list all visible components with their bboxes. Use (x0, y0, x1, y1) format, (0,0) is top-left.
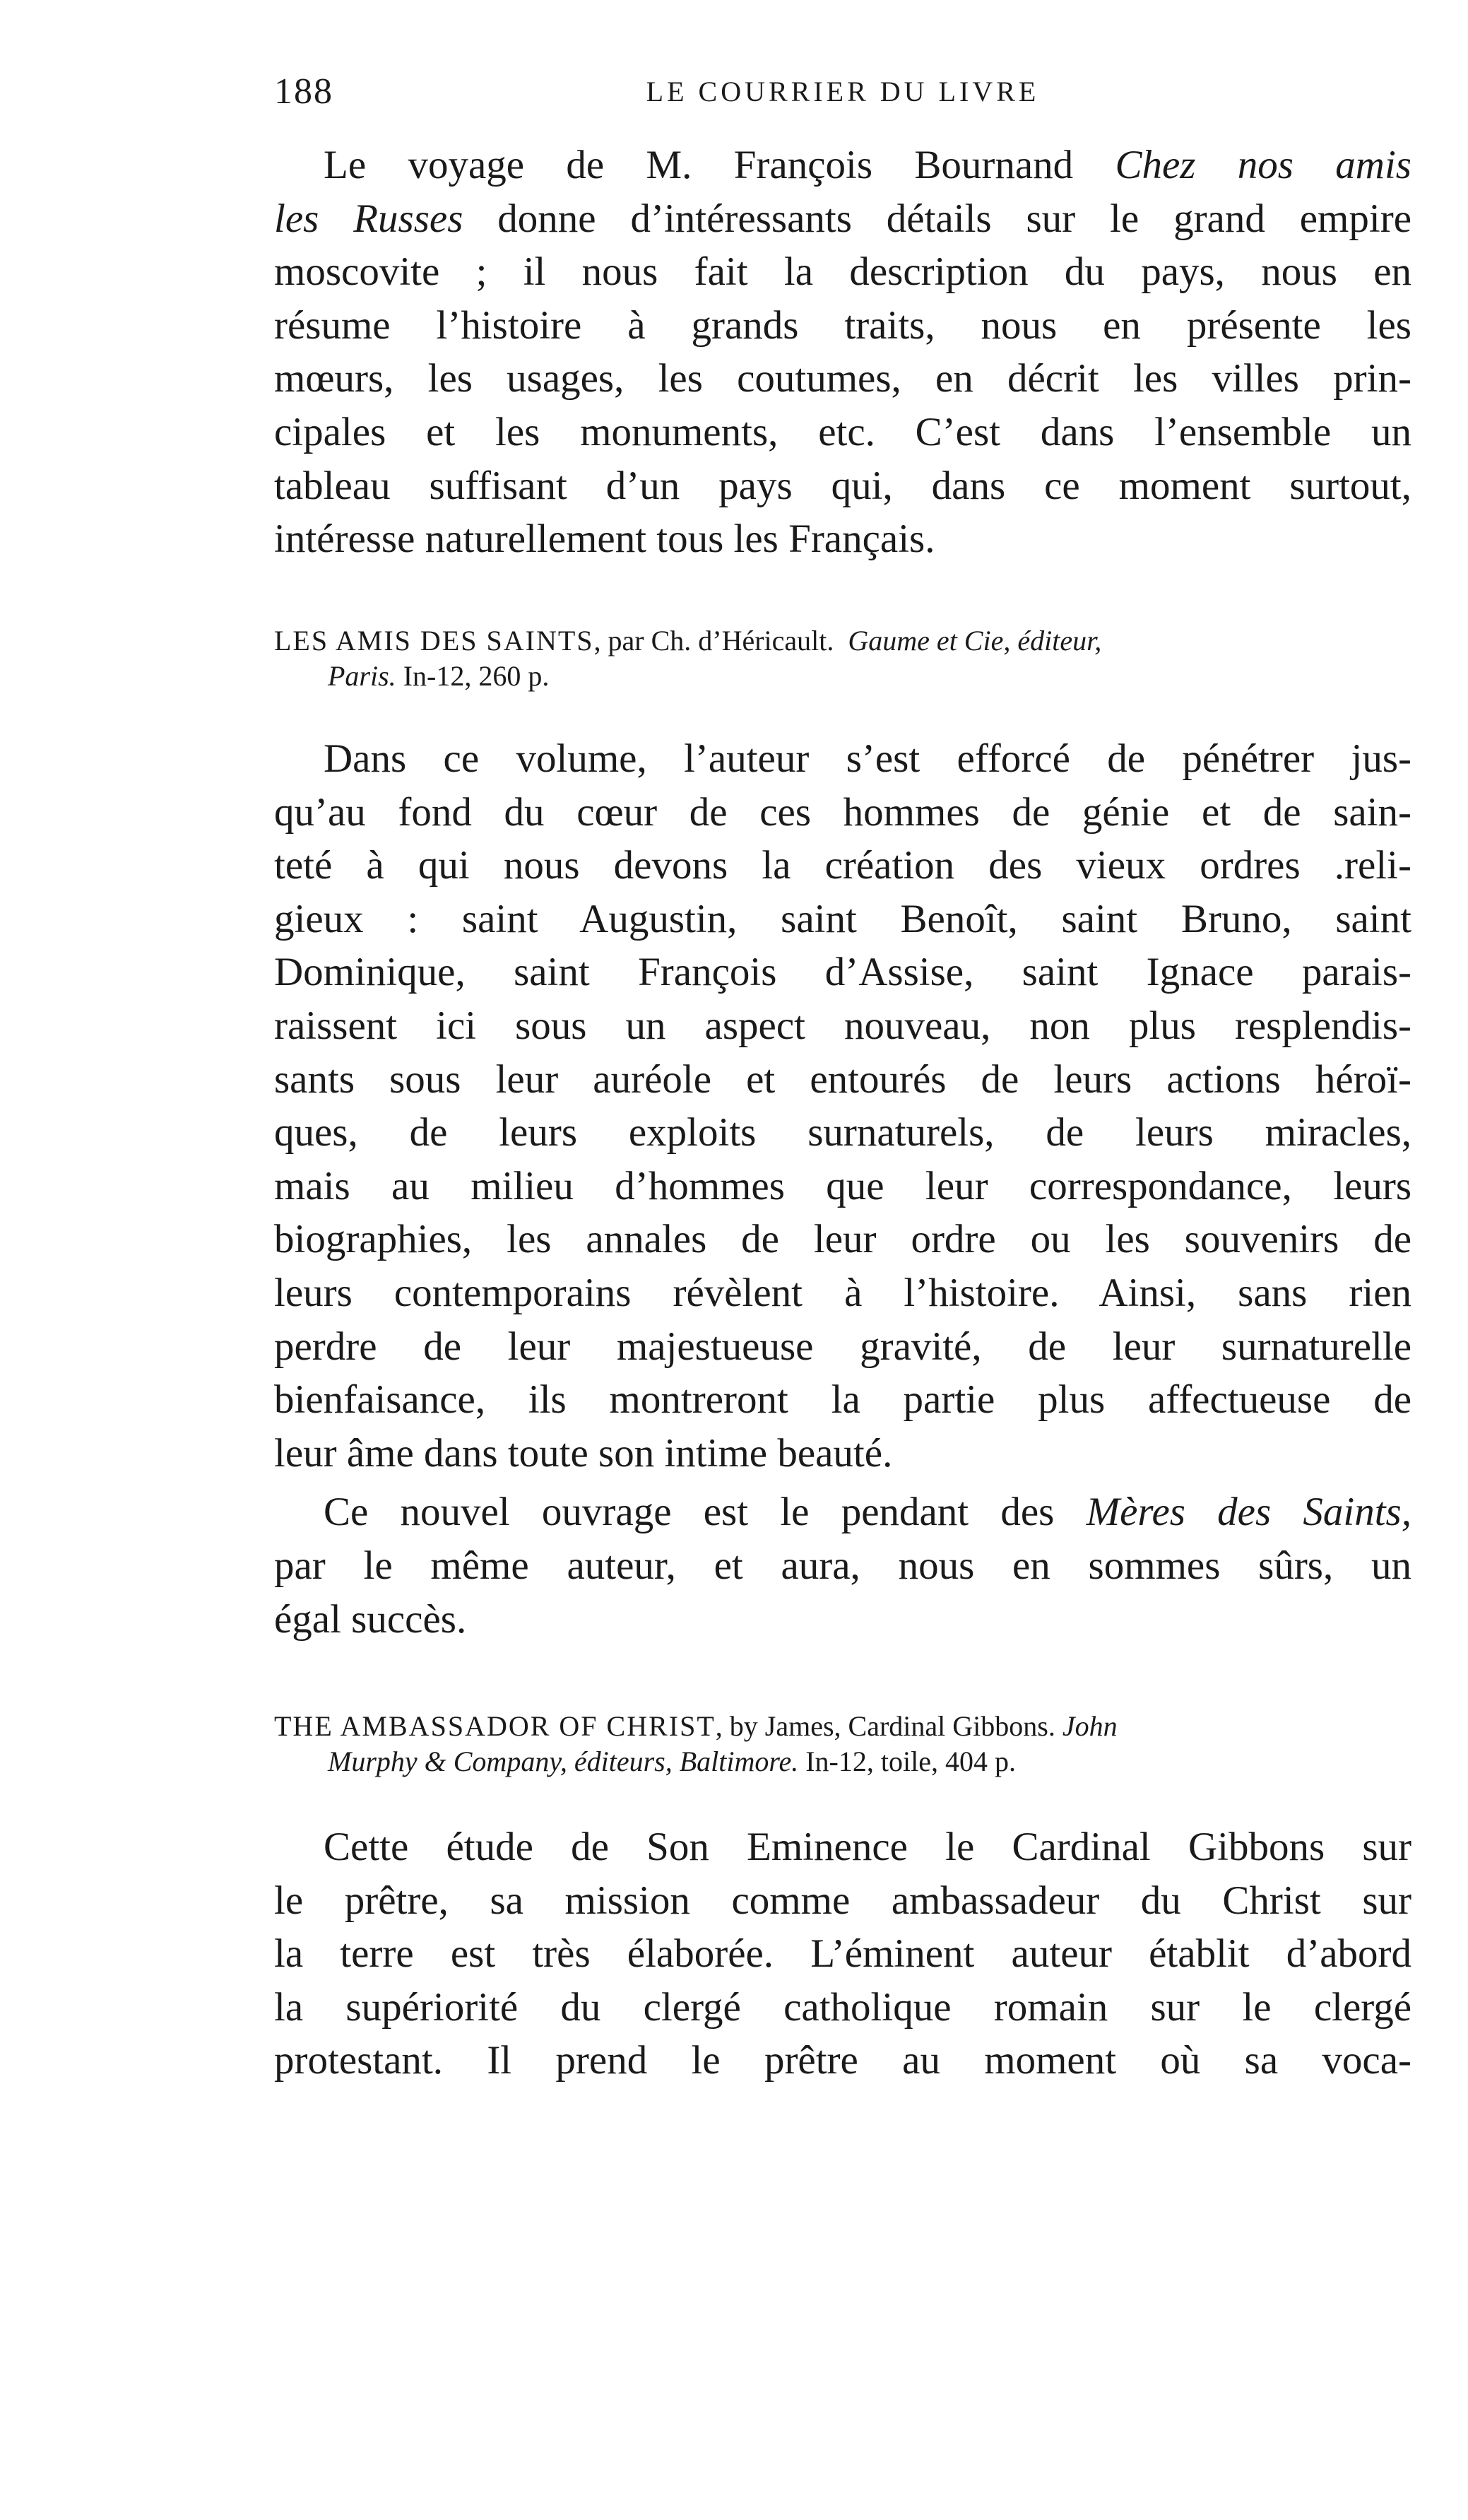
paragraph-line: ques, de leurs exploits surnaturels, de leurs miracles, (274, 1110, 1411, 1155)
book-title: LES AMIS DES SAINTS (274, 625, 594, 657)
paragraph-line: sants sous leur auréole et entourés de leurs actions héroï- (274, 1056, 1411, 1102)
review-amis-des-saints (274, 732, 1411, 1646)
book-entry-line (274, 659, 1411, 694)
book-title: THE AMBASSADOR OF CHRIST (274, 1710, 716, 1742)
paragraph-line: bienfaisance, ils montreront la partie plus affectueuse de (274, 1377, 1411, 1423)
paragraph-line: gieux : saint Augustin, saint Benoît, saint Bruno, saint (274, 896, 1411, 941)
paragraph-line: la terre est très élaborée. L’éminent auteur établit d’abord (274, 1931, 1411, 1977)
page-number: 188 (274, 71, 333, 112)
running-head (274, 71, 1411, 120)
book-entry-line (274, 623, 1411, 659)
paragraph-line: teté à qui nous devons la création des vieux ordres .reli- (274, 843, 1411, 888)
paragraph-line: Le voyage de M. François Bournand Chez nos amis (324, 143, 1411, 187)
paragraph-line: Dominique, saint François d’Assise, saint Ignace parais- (274, 950, 1411, 995)
book-publisher: John (1062, 1710, 1118, 1742)
paragraph-line: la supériorité du clergé catholique romain sur le clergé (274, 1984, 1411, 2030)
paragraph-line: raissent ici sous un aspect nouveau, non plus resplendis- (274, 1003, 1411, 1048)
review-russes (274, 139, 1411, 566)
paragraph-line: perdre de leur majestueuse gravité, de leur surnaturelle (274, 1324, 1411, 1369)
paragraph-line: égal succès. (274, 1596, 467, 1642)
paragraph-line: leur âme dans toute son intime beauté. (274, 1430, 893, 1476)
paragraph-line: Dans ce volume, l’auteur s’est efforcé de pénétrer jus- (324, 736, 1411, 781)
paragraph-line: résume l’histoire à grands traits, nous en présente les (274, 302, 1411, 348)
paragraph-line: mais au milieu d’hommes que leur correspondance, leurs (274, 1163, 1411, 1208)
paragraph-line: protestant. Il prend le prêtre au moment où sa voca- (274, 2038, 1411, 2083)
book-details: In-12, 260 p. (403, 660, 550, 692)
paragraph-line: qu’au fond du cœur de ces hommes de génie et de sain- (274, 789, 1411, 835)
book-city: Paris. (328, 660, 396, 692)
review-ambassador-of-christ (274, 1820, 1411, 2088)
paragraph-line: Ce nouvel ouvrage est le pendant des Mères des Saints, (324, 1490, 1411, 1535)
book-publisher: Murphy & Company, éditeurs, Baltimore. (328, 1745, 799, 1777)
paragraph-line: le prêtre, sa mission comme ambassadeur du Christ sur (274, 1878, 1411, 1923)
book-entry-line (274, 1744, 1411, 1779)
paragraph-line: cipales et les monuments, etc. C’est dans l’ensemble un (274, 409, 1411, 454)
book-entry-line (274, 1709, 1411, 1744)
paragraph-line: leurs contemporains révèlent à l’histoire. Ainsi, sans rien (274, 1270, 1411, 1315)
paragraph-line: Cette étude de Son Eminence le Cardinal Gibbons sur (324, 1825, 1411, 1869)
paragraph-line: par le même auteur, et aura, nous en sommes sûrs, un (274, 1543, 1411, 1588)
paragraph-line: biographies, les annales de leur ordre ou les souvenirs de (274, 1217, 1411, 1262)
running-head-title: LE COURRIER DU LIVRE (646, 76, 1040, 107)
book-publisher: Gaume et Cie, éditeur, (848, 625, 1102, 657)
book-entry-amis-des-saints (274, 623, 1411, 694)
paragraph-line: les Russes donne d’intéressants détails sur le grand empire (274, 196, 1412, 241)
book-entry-ambassador-of-christ (274, 1709, 1411, 1779)
paragraph-line: moscovite ; il nous fait la description du pays, nous en (274, 249, 1411, 295)
book-author: , par Ch. d’Héricault. (593, 625, 834, 657)
paragraph-line: intéresse naturellement tous les Français. (274, 517, 935, 562)
paragraph-line: tableau suffisant d’un pays qui, dans ce moment surtout, (274, 463, 1411, 508)
book-details: In-12, toile, 404 p. (805, 1745, 1016, 1777)
paragraph-line: mœurs, les usages, les coutumes, en décrit les villes prin- (274, 356, 1411, 401)
book-author: , by James, Cardinal Gibbons. (715, 1710, 1055, 1742)
